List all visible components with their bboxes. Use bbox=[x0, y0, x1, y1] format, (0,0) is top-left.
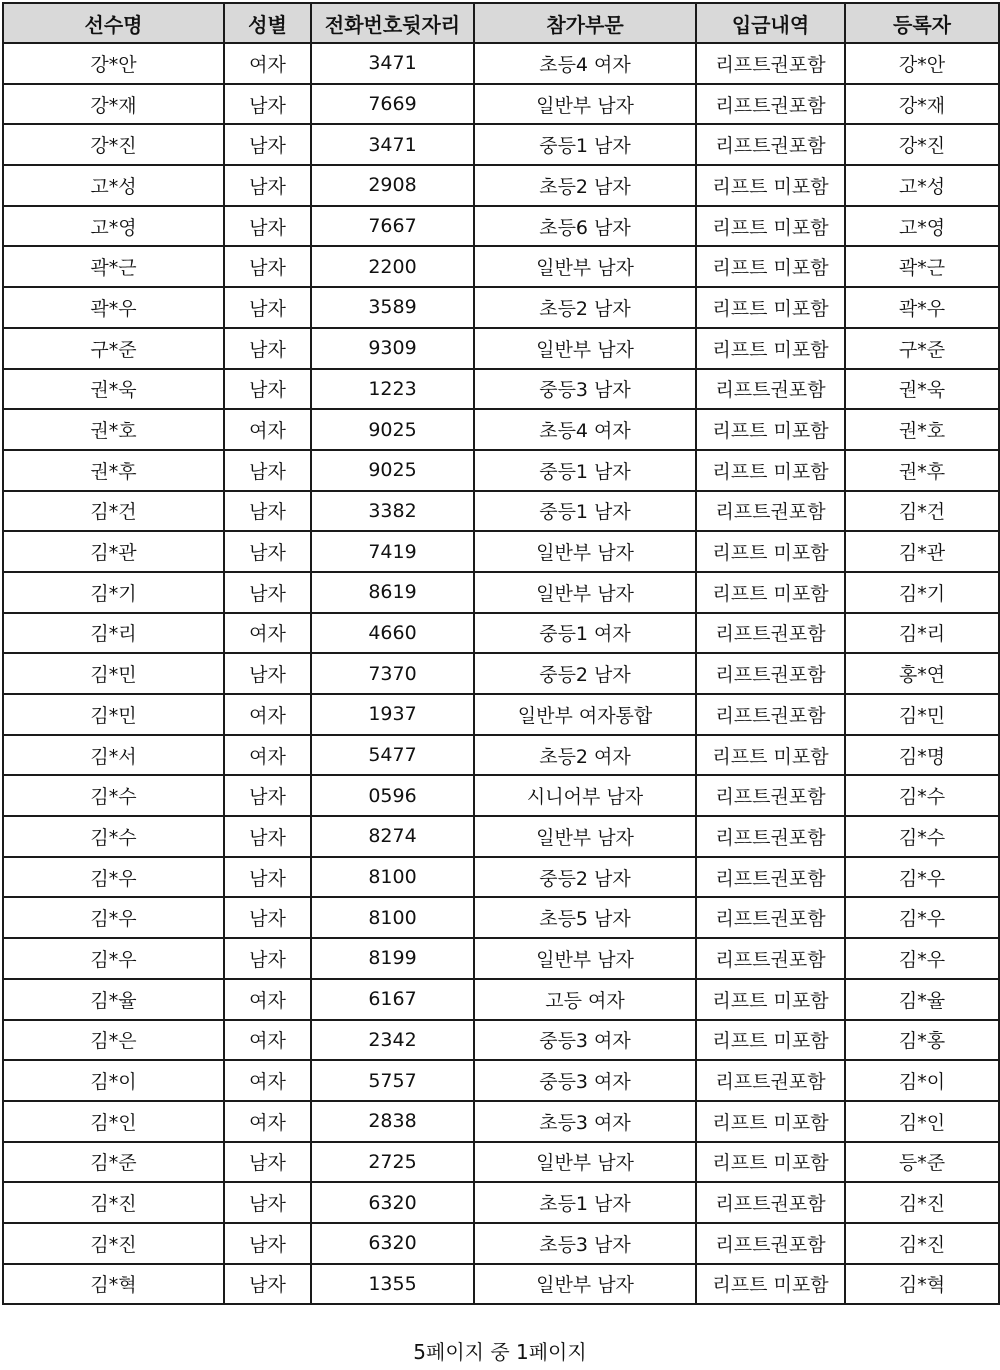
cell-phone-last-digits: 1937 bbox=[311, 694, 474, 735]
cell-division: 중등3 여자 bbox=[474, 1060, 696, 1101]
cell-division: 일반부 남자 bbox=[474, 938, 696, 979]
cell-gender: 남자 bbox=[224, 328, 311, 369]
table-row bbox=[3, 1264, 999, 1305]
cell-registrant: 등*준 bbox=[845, 1142, 999, 1183]
table-row bbox=[3, 450, 999, 491]
cell-registrant: 구*준 bbox=[845, 328, 999, 369]
cell-phone-last-digits: 6320 bbox=[311, 1223, 474, 1264]
cell-payment: 리프트 미포함 bbox=[696, 979, 845, 1020]
table-row bbox=[3, 613, 999, 654]
cell-division: 일반부 남자 bbox=[474, 84, 696, 125]
cell-division: 일반부 남자 bbox=[474, 246, 696, 287]
table-row bbox=[3, 1101, 999, 1142]
cell-player-name: 김*우 bbox=[3, 857, 224, 898]
cell-player-name: 강*재 bbox=[3, 84, 224, 125]
cell-division: 일반부 남자 bbox=[474, 816, 696, 857]
header-phone-last-digits: 전화번호뒷자리 bbox=[311, 3, 474, 43]
cell-registrant: 김*수 bbox=[845, 816, 999, 857]
cell-division: 중등2 남자 bbox=[474, 653, 696, 694]
cell-player-name: 김*민 bbox=[3, 694, 224, 735]
cell-gender: 여자 bbox=[224, 735, 311, 776]
cell-player-name: 곽*우 bbox=[3, 287, 224, 328]
table-row bbox=[3, 653, 999, 694]
table-row bbox=[3, 328, 999, 369]
table-row bbox=[3, 1223, 999, 1264]
cell-phone-last-digits: 8274 bbox=[311, 816, 474, 857]
cell-division: 초등2 남자 bbox=[474, 287, 696, 328]
cell-payment: 리프트권포함 bbox=[696, 43, 845, 84]
cell-phone-last-digits: 9025 bbox=[311, 409, 474, 450]
cell-payment: 리프트 미포함 bbox=[696, 572, 845, 613]
cell-registrant: 김*혁 bbox=[845, 1264, 999, 1305]
cell-gender: 여자 bbox=[224, 1020, 311, 1061]
cell-payment: 리프트 미포함 bbox=[696, 1101, 845, 1142]
cell-division: 초등2 남자 bbox=[474, 165, 696, 206]
cell-division: 일반부 남자 bbox=[474, 328, 696, 369]
table-row bbox=[3, 572, 999, 613]
table-row bbox=[3, 531, 999, 572]
cell-payment: 리프트권포함 bbox=[696, 938, 845, 979]
cell-payment: 리프트권포함 bbox=[696, 1060, 845, 1101]
cell-division: 중등1 여자 bbox=[474, 613, 696, 654]
cell-gender: 남자 bbox=[224, 84, 311, 125]
cell-payment: 리프트 미포함 bbox=[696, 1264, 845, 1305]
cell-payment: 리프트 미포함 bbox=[696, 165, 845, 206]
cell-division: 초등5 남자 bbox=[474, 897, 696, 938]
cell-payment: 리프트 미포함 bbox=[696, 246, 845, 287]
cell-payment: 리프트 미포함 bbox=[696, 409, 845, 450]
cell-payment: 리프트권포함 bbox=[696, 491, 845, 532]
cell-player-name: 김*기 bbox=[3, 572, 224, 613]
cell-payment: 리프트권포함 bbox=[696, 84, 845, 125]
cell-player-name: 김*은 bbox=[3, 1020, 224, 1061]
table-row bbox=[3, 246, 999, 287]
cell-gender: 남자 bbox=[224, 1264, 311, 1305]
cell-payment: 리프트권포함 bbox=[696, 775, 845, 816]
participant-table bbox=[2, 2, 1000, 1305]
table-row bbox=[3, 491, 999, 532]
cell-phone-last-digits: 3471 bbox=[311, 124, 474, 165]
cell-payment: 리프트 미포함 bbox=[696, 1142, 845, 1183]
cell-phone-last-digits: 2342 bbox=[311, 1020, 474, 1061]
cell-player-name: 곽*근 bbox=[3, 246, 224, 287]
cell-player-name: 고*영 bbox=[3, 206, 224, 247]
cell-phone-last-digits: 7419 bbox=[311, 531, 474, 572]
cell-registrant: 김*기 bbox=[845, 572, 999, 613]
table-row bbox=[3, 1142, 999, 1183]
cell-gender: 남자 bbox=[224, 938, 311, 979]
table-row bbox=[3, 206, 999, 247]
cell-gender: 남자 bbox=[224, 1142, 311, 1183]
header-division: 참가부문 bbox=[474, 3, 696, 43]
cell-division: 중등1 남자 bbox=[474, 450, 696, 491]
cell-payment: 리프트권포함 bbox=[696, 124, 845, 165]
cell-payment: 리프트권포함 bbox=[696, 694, 845, 735]
cell-gender: 남자 bbox=[224, 653, 311, 694]
cell-phone-last-digits: 2908 bbox=[311, 165, 474, 206]
cell-phone-last-digits: 5757 bbox=[311, 1060, 474, 1101]
cell-phone-last-digits: 2725 bbox=[311, 1142, 474, 1183]
cell-registrant: 김*관 bbox=[845, 531, 999, 572]
cell-player-name: 권*후 bbox=[3, 450, 224, 491]
cell-phone-last-digits: 8100 bbox=[311, 857, 474, 898]
cell-payment: 리프트 미포함 bbox=[696, 531, 845, 572]
cell-gender: 남자 bbox=[224, 124, 311, 165]
cell-gender: 남자 bbox=[224, 450, 311, 491]
cell-phone-last-digits: 9025 bbox=[311, 450, 474, 491]
cell-player-name: 김*민 bbox=[3, 653, 224, 694]
table-row bbox=[3, 816, 999, 857]
cell-gender: 여자 bbox=[224, 1101, 311, 1142]
cell-phone-last-digits: 3382 bbox=[311, 491, 474, 532]
table-row bbox=[3, 735, 999, 776]
cell-division: 일반부 남자 bbox=[474, 1264, 696, 1305]
table-row bbox=[3, 287, 999, 328]
cell-division: 일반부 여자통합 bbox=[474, 694, 696, 735]
cell-gender: 남자 bbox=[224, 369, 311, 410]
cell-registrant: 김*진 bbox=[845, 1182, 999, 1223]
cell-gender: 여자 bbox=[224, 1060, 311, 1101]
cell-phone-last-digits: 4660 bbox=[311, 613, 474, 654]
cell-payment: 리프트권포함 bbox=[696, 613, 845, 654]
cell-registrant: 김*우 bbox=[845, 938, 999, 979]
cell-registrant: 김*진 bbox=[845, 1223, 999, 1264]
cell-phone-last-digits: 8619 bbox=[311, 572, 474, 613]
cell-player-name: 강*진 bbox=[3, 124, 224, 165]
cell-registrant: 김*리 bbox=[845, 613, 999, 654]
cell-player-name: 김*율 bbox=[3, 979, 224, 1020]
cell-registrant: 권*욱 bbox=[845, 369, 999, 410]
cell-gender: 남자 bbox=[224, 1223, 311, 1264]
cell-division: 초등6 남자 bbox=[474, 206, 696, 247]
table-body bbox=[3, 43, 999, 1304]
cell-player-name: 김*진 bbox=[3, 1182, 224, 1223]
table-row bbox=[3, 124, 999, 165]
cell-payment: 리프트 미포함 bbox=[696, 735, 845, 776]
cell-phone-last-digits: 2200 bbox=[311, 246, 474, 287]
cell-payment: 리프트 미포함 bbox=[696, 450, 845, 491]
table-row bbox=[3, 84, 999, 125]
cell-payment: 리프트권포함 bbox=[696, 653, 845, 694]
cell-payment: 리프트 미포함 bbox=[696, 328, 845, 369]
header-payment: 입금내역 bbox=[696, 3, 845, 43]
cell-player-name: 김*리 bbox=[3, 613, 224, 654]
table-row bbox=[3, 938, 999, 979]
table-row bbox=[3, 1020, 999, 1061]
table-row bbox=[3, 1060, 999, 1101]
header-gender: 성별 bbox=[224, 3, 311, 43]
cell-phone-last-digits: 2838 bbox=[311, 1101, 474, 1142]
cell-division: 중등1 남자 bbox=[474, 491, 696, 532]
cell-gender: 남자 bbox=[224, 206, 311, 247]
cell-registrant: 김*홍 bbox=[845, 1020, 999, 1061]
cell-registrant: 고*영 bbox=[845, 206, 999, 247]
cell-payment: 리프트권포함 bbox=[696, 1223, 845, 1264]
header-registrant: 등록자 bbox=[845, 3, 999, 43]
cell-phone-last-digits: 9309 bbox=[311, 328, 474, 369]
cell-phone-last-digits: 3589 bbox=[311, 287, 474, 328]
cell-player-name: 김*우 bbox=[3, 938, 224, 979]
cell-player-name: 김*혁 bbox=[3, 1264, 224, 1305]
cell-payment: 리프트권포함 bbox=[696, 816, 845, 857]
cell-player-name: 김*이 bbox=[3, 1060, 224, 1101]
table-row bbox=[3, 1182, 999, 1223]
table-row bbox=[3, 369, 999, 410]
cell-payment: 리프트 미포함 bbox=[696, 206, 845, 247]
cell-registrant: 강*재 bbox=[845, 84, 999, 125]
cell-payment: 리프트권포함 bbox=[696, 369, 845, 410]
cell-gender: 남자 bbox=[224, 491, 311, 532]
cell-registrant: 김*우 bbox=[845, 857, 999, 898]
cell-gender: 남자 bbox=[224, 287, 311, 328]
cell-gender: 남자 bbox=[224, 816, 311, 857]
cell-player-name: 권*욱 bbox=[3, 369, 224, 410]
cell-division: 중등1 남자 bbox=[474, 124, 696, 165]
cell-division: 일반부 남자 bbox=[474, 572, 696, 613]
cell-payment: 리프트권포함 bbox=[696, 1182, 845, 1223]
cell-registrant: 김*명 bbox=[845, 735, 999, 776]
cell-registrant: 강*안 bbox=[845, 43, 999, 84]
cell-player-name: 김*준 bbox=[3, 1142, 224, 1183]
cell-division: 시니어부 남자 bbox=[474, 775, 696, 816]
cell-registrant: 김*우 bbox=[845, 897, 999, 938]
cell-phone-last-digits: 3471 bbox=[311, 43, 474, 84]
cell-gender: 남자 bbox=[224, 1182, 311, 1223]
cell-division: 초등3 여자 bbox=[474, 1101, 696, 1142]
cell-phone-last-digits: 8199 bbox=[311, 938, 474, 979]
cell-player-name: 김*인 bbox=[3, 1101, 224, 1142]
cell-gender: 남자 bbox=[224, 531, 311, 572]
table-row bbox=[3, 409, 999, 450]
cell-registrant: 곽*우 bbox=[845, 287, 999, 328]
cell-player-name: 김*건 bbox=[3, 491, 224, 532]
cell-gender: 남자 bbox=[224, 897, 311, 938]
cell-gender: 여자 bbox=[224, 43, 311, 84]
cell-division: 중등3 남자 bbox=[474, 369, 696, 410]
cell-payment: 리프트 미포함 bbox=[696, 287, 845, 328]
cell-division: 초등1 남자 bbox=[474, 1182, 696, 1223]
cell-payment: 리프트권포함 bbox=[696, 897, 845, 938]
cell-phone-last-digits: 7667 bbox=[311, 206, 474, 247]
table-row bbox=[3, 694, 999, 735]
cell-division: 일반부 남자 bbox=[474, 531, 696, 572]
cell-gender: 남자 bbox=[224, 775, 311, 816]
cell-registrant: 강*진 bbox=[845, 124, 999, 165]
cell-gender: 여자 bbox=[224, 694, 311, 735]
cell-registrant: 김*수 bbox=[845, 775, 999, 816]
table-row bbox=[3, 897, 999, 938]
cell-division: 고등 여자 bbox=[474, 979, 696, 1020]
cell-registrant: 김*민 bbox=[845, 694, 999, 735]
cell-gender: 남자 bbox=[224, 572, 311, 613]
cell-division: 중등2 남자 bbox=[474, 857, 696, 898]
cell-player-name: 김*우 bbox=[3, 897, 224, 938]
page-indicator: 5페이지 중 1페이지 bbox=[413, 1340, 587, 1364]
cell-gender: 여자 bbox=[224, 613, 311, 654]
cell-registrant: 권*호 bbox=[845, 409, 999, 450]
table-row bbox=[3, 775, 999, 816]
cell-phone-last-digits: 6320 bbox=[311, 1182, 474, 1223]
table-row bbox=[3, 43, 999, 84]
cell-registrant: 홍*연 bbox=[845, 653, 999, 694]
cell-registrant: 김*건 bbox=[845, 491, 999, 532]
cell-division: 중등3 여자 bbox=[474, 1020, 696, 1061]
cell-player-name: 김*진 bbox=[3, 1223, 224, 1264]
table-row bbox=[3, 165, 999, 206]
cell-division: 초등2 여자 bbox=[474, 735, 696, 776]
cell-phone-last-digits: 1355 bbox=[311, 1264, 474, 1305]
cell-payment: 리프트권포함 bbox=[696, 857, 845, 898]
cell-gender: 여자 bbox=[224, 979, 311, 1020]
header-player-name: 선수명 bbox=[3, 3, 224, 43]
header-row bbox=[3, 3, 999, 43]
cell-player-name: 권*호 bbox=[3, 409, 224, 450]
cell-registrant: 김*이 bbox=[845, 1060, 999, 1101]
cell-registrant: 김*율 bbox=[845, 979, 999, 1020]
cell-gender: 남자 bbox=[224, 246, 311, 287]
table-header bbox=[3, 3, 999, 43]
cell-division: 일반부 남자 bbox=[474, 1142, 696, 1183]
cell-player-name: 김*수 bbox=[3, 816, 224, 857]
cell-phone-last-digits: 6167 bbox=[311, 979, 474, 1020]
cell-player-name: 고*성 bbox=[3, 165, 224, 206]
cell-player-name: 구*준 bbox=[3, 328, 224, 369]
cell-division: 초등3 남자 bbox=[474, 1223, 696, 1264]
cell-player-name: 김*관 bbox=[3, 531, 224, 572]
cell-division: 초등4 여자 bbox=[474, 43, 696, 84]
cell-gender: 여자 bbox=[224, 409, 311, 450]
cell-player-name: 김*서 bbox=[3, 735, 224, 776]
cell-phone-last-digits: 5477 bbox=[311, 735, 474, 776]
cell-phone-last-digits: 8100 bbox=[311, 897, 474, 938]
cell-payment: 리프트 미포함 bbox=[696, 1020, 845, 1061]
table-row bbox=[3, 979, 999, 1020]
cell-phone-last-digits: 7669 bbox=[311, 84, 474, 125]
cell-registrant: 김*인 bbox=[845, 1101, 999, 1142]
table-row bbox=[3, 857, 999, 898]
cell-division: 초등4 여자 bbox=[474, 409, 696, 450]
cell-phone-last-digits: 7370 bbox=[311, 653, 474, 694]
cell-phone-last-digits: 1223 bbox=[311, 369, 474, 410]
cell-phone-last-digits: 0596 bbox=[311, 775, 474, 816]
cell-gender: 남자 bbox=[224, 857, 311, 898]
cell-registrant: 곽*근 bbox=[845, 246, 999, 287]
cell-registrant: 권*후 bbox=[845, 450, 999, 491]
cell-gender: 남자 bbox=[224, 165, 311, 206]
cell-player-name: 김*수 bbox=[3, 775, 224, 816]
cell-registrant: 고*성 bbox=[845, 165, 999, 206]
cell-player-name: 강*안 bbox=[3, 43, 224, 84]
